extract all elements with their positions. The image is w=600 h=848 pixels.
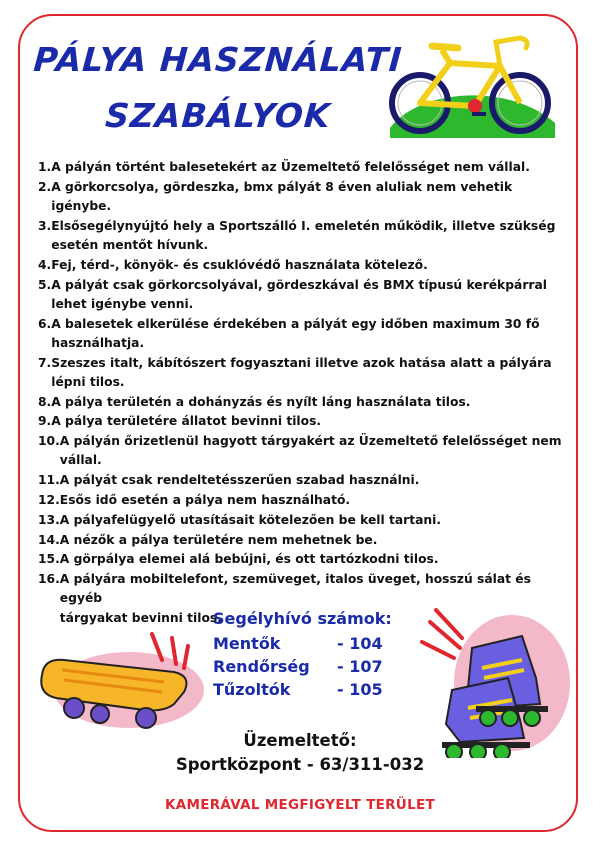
list-item (38, 256, 568, 275)
service-number: - 105 (337, 680, 383, 699)
list-item (213, 632, 407, 655)
emergency-numbers (213, 609, 407, 701)
rule-text: tárgyakat bevinni tilos. (59, 610, 222, 625)
list-item (38, 354, 568, 392)
list-item (38, 158, 568, 177)
rule-number: 7. (38, 355, 52, 370)
rule-number: 12. (38, 492, 60, 507)
rule-number: 11. (38, 473, 60, 488)
rule-number: 8. (38, 394, 52, 409)
rule-text: lépni tilos. (51, 374, 125, 389)
page-title-line1: PÁLYA HASZNÁLATI (32, 40, 404, 79)
rule-number: 14. (38, 532, 60, 547)
bicycle-icon (380, 28, 560, 138)
rule-text: A pálya területére állatot bevinni tilos. (51, 414, 322, 429)
rule-number: 9. (38, 414, 52, 429)
rule-text: Esős idő esetén a pálya nem használható. (59, 492, 351, 507)
rule-number: 2. (38, 179, 52, 194)
list-item (38, 412, 568, 431)
rule-number: 4. (38, 257, 52, 272)
rule-text: A pályát csak rendeltetésszerűen szabad használni. (59, 473, 420, 488)
list-item (38, 393, 568, 412)
rule-text: A balesetek elkerülése érdekében a pályát egy időben maximum 30 fő (51, 316, 540, 331)
rule-number: 10. (38, 434, 60, 449)
rule-text: Szeszes italt, kábítószert fogyasztani illetve azok hatása alatt a pályára (51, 355, 552, 370)
list-item (38, 432, 568, 470)
emergency-heading: Segélyhívó számok: (213, 609, 392, 628)
service-name: Rendőrség (213, 657, 310, 676)
rules-list (38, 158, 568, 628)
list-item (38, 178, 568, 216)
service-name: Mentők (213, 634, 281, 653)
list-item (38, 531, 568, 550)
rule-number: 13. (38, 512, 60, 527)
rule-number: 6. (38, 316, 52, 331)
rule-text: Elsősegélynyújtó hely a Sportszálló I. emeletén működik, illetve szükség (51, 218, 556, 233)
camera-notice: KAMERÁVAL MEGFIGYELT TERÜLET (164, 797, 436, 813)
list-item (213, 655, 407, 678)
list-item (38, 491, 568, 510)
rule-text: lehet igénybe venni. (51, 296, 194, 311)
rule-text: A görpálya elemei alá bebújni, és ott tartózkodni tilos. (59, 552, 439, 567)
rule-text: vállal. (59, 453, 102, 468)
rule-text: A pályán történt balesetekért az Üzemeltető felelősséget nem vállal. (51, 160, 530, 174)
rule-text: A nézők a pálya területére nem mehetnek be. (59, 532, 378, 547)
list-item (38, 550, 568, 569)
rule-number: 5. (38, 277, 52, 292)
rule-number: 15. (38, 552, 60, 567)
rule-number: 16. (38, 572, 60, 587)
operator-label: Üzemeltető: (243, 731, 357, 750)
rule-text: A pályafelügyelő utasításait kötelezően be kell tartani. (59, 512, 442, 527)
skateboard-icon (34, 620, 204, 740)
list-item (213, 678, 407, 701)
rule-number: 1. (38, 160, 52, 174)
rule-number: 3. (38, 218, 52, 233)
rule-text: A pálya területén a dohányzás és nyílt láng használata tilos. (51, 394, 471, 409)
page-title-line2: SZABÁLYOK (104, 96, 332, 135)
list-item (38, 511, 568, 530)
list-item (38, 217, 568, 255)
list-item (38, 315, 568, 353)
rule-text: esetén mentőt hívunk. (51, 238, 209, 252)
rule-text: A pályára mobiltelefont, szemüveget, italos üveget, hosszú sálat és egyéb (59, 572, 531, 606)
operator-value: Sportközpont - 63/311-032 (175, 755, 425, 774)
list-item (38, 471, 568, 490)
rule-text: használhatja. (51, 335, 145, 350)
service-number: - 107 (337, 657, 383, 676)
list-item (38, 276, 568, 314)
rule-text: Fej, térd-, könyök- és csuklóvédő használata kötelező. (51, 257, 428, 272)
service-number: - 104 (337, 634, 383, 653)
service-name: Tűzoltók (213, 680, 291, 699)
rule-text: A görkorcsolya, gördeszka, bmx pályát 8 éven aluliak nem vehetik igénybe. (51, 179, 513, 213)
rule-text: A pályán őrizetlenül hagyott tárgyakért az Üzemeltető felelősséget nem (59, 434, 562, 449)
rule-text: A pályát csak görkorcsolyával, gördeszkával és BMX típusú kerékpárral (51, 277, 547, 292)
